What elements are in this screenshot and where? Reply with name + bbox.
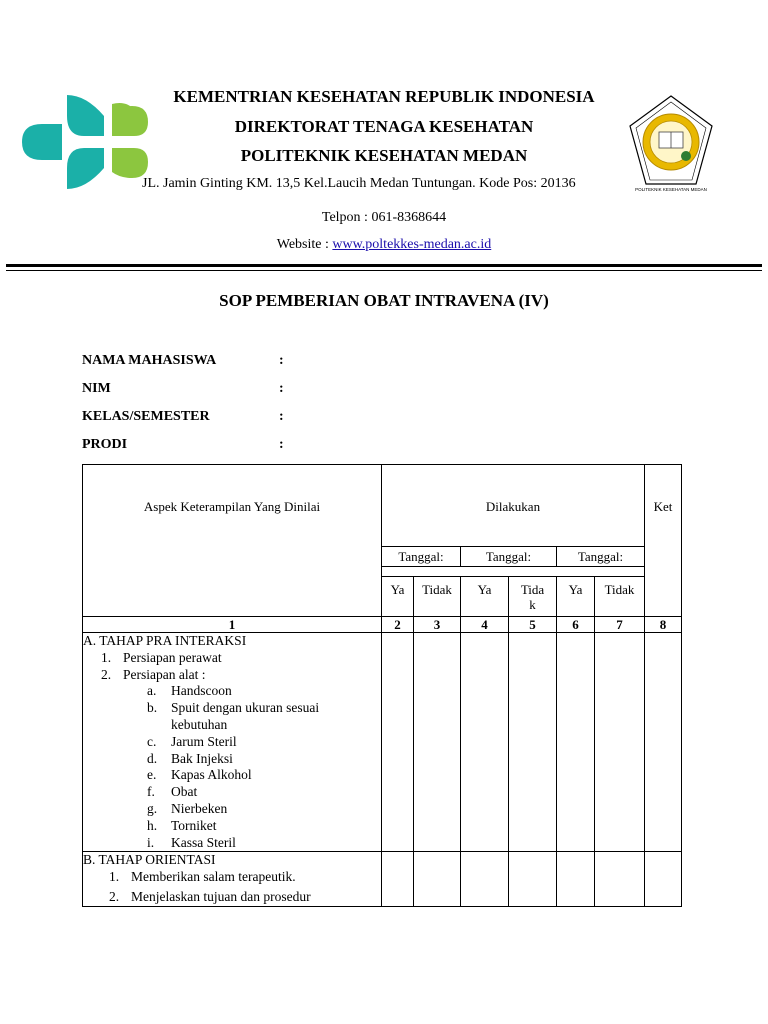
score-cell[interactable] (414, 633, 461, 852)
col-number-5: 5 (509, 617, 557, 633)
score-cell[interactable] (382, 852, 414, 906)
col-number-3: 3 (414, 617, 461, 633)
list-item: Memberikan salam terapeutik. (131, 869, 296, 885)
col-number-2: 2 (382, 617, 414, 633)
field-colon-nama: : (279, 353, 284, 368)
website-label: Website : (276, 237, 333, 252)
list-item: Spuit dengan ukuran sesuai (171, 700, 320, 716)
col-number-1: 1 (83, 617, 382, 633)
date-header-2: Tanggal: (461, 547, 557, 567)
list-item: Jarum Steril (171, 733, 237, 749)
field-colon-nim: : (279, 381, 284, 396)
field-label-kelas: KELAS/SEMESTER (82, 409, 210, 424)
item-number: 1. (101, 649, 112, 665)
list-item: Nierbeken (171, 800, 228, 816)
document-title: SOP PEMBERIAN OBAT INTRAVENA (IV) (219, 291, 549, 310)
score-cell[interactable] (595, 852, 645, 906)
table-row (83, 633, 682, 852)
ket-cell[interactable] (645, 633, 682, 852)
score-cell[interactable] (509, 633, 557, 852)
no-header-3: Tidak (595, 577, 645, 617)
list-item: Bak Injeksi (171, 750, 233, 766)
section-b-cell (83, 852, 382, 906)
header-address: JL. Jamin Ginting KM. 13,5 Kel.Laucih Medan Tuntungan. Kode Pos: 20136 (142, 176, 576, 191)
sub-item-letter: a. (147, 683, 157, 699)
field-colon-prodi: : (279, 437, 284, 452)
yes-header-3: Ya (557, 577, 595, 617)
section-a-title: A. TAHAP PRA INTERAKSI (83, 633, 247, 648)
sub-item-letter: b. (147, 700, 158, 716)
list-item: Persiapan alat : (123, 666, 206, 682)
date-spacer (382, 567, 645, 577)
field-label-prodi: PRODI (82, 437, 128, 452)
sub-item-letter: c. (147, 733, 157, 749)
col-number-4: 4 (461, 617, 509, 633)
section-b-title: B. TAHAP ORIENTASI (83, 852, 216, 868)
score-cell[interactable] (382, 633, 414, 852)
header-ministry: KEMENTRIAN KESEHATAN REPUBLIK INDONESIA (173, 87, 595, 106)
col-number-7: 7 (595, 617, 645, 633)
score-cell[interactable] (509, 852, 557, 906)
list-item: Kassa Steril (171, 834, 236, 850)
header-telephone: Telpon : 061-8368644 (321, 210, 447, 225)
list-item: Persiapan perawat (123, 649, 222, 665)
header-website (0, 237, 768, 253)
list-item: Obat (171, 784, 198, 800)
aspect-header: Aspek Keterampilan Yang Dinilai (83, 465, 382, 617)
no-header-1: Tidak (414, 577, 461, 617)
no-header-2-part1: Tida (520, 582, 545, 597)
item-number: 2. (109, 888, 120, 904)
date-header-1: Tanggal: (382, 547, 461, 567)
header-divider-thick (6, 264, 762, 267)
list-item: Kapas Alkohol (171, 767, 252, 783)
sub-item-letter: d. (147, 750, 158, 766)
header-institution: POLITEKNIK KESEHATAN MEDAN (240, 146, 528, 165)
score-cell[interactable] (595, 633, 645, 852)
field-label-nama: NAMA MAHASISWA (82, 353, 217, 368)
score-cell[interactable] (414, 852, 461, 906)
sub-item-letter: f. (147, 784, 155, 800)
score-cell[interactable] (557, 852, 595, 906)
website-link[interactable]: www.poltekkes-medan.ac.id (332, 237, 492, 252)
assessment-table (82, 464, 682, 907)
no-header-2-part2: k (529, 597, 536, 612)
yes-header-2: Ya (461, 577, 509, 617)
table-row (83, 852, 682, 906)
seal-caption: POLITEKNIK KESEHATAN MEDAN (635, 187, 707, 192)
sub-item-letter: h. (147, 817, 158, 833)
ministry-logo (20, 92, 152, 192)
list-item: Menjelaskan tujuan dan prosedur (131, 888, 311, 904)
no-header-2 (509, 577, 557, 617)
score-cell[interactable] (557, 633, 595, 852)
list-item: Handscoon (171, 683, 232, 699)
yes-header-1: Ya (382, 577, 414, 617)
field-label-nim: NIM (82, 381, 111, 396)
list-item: Torniket (171, 817, 217, 833)
ket-header: Ket (645, 465, 682, 617)
header-divider-thin (6, 270, 762, 271)
poltekkes-seal (628, 94, 714, 194)
col-number-6: 6 (557, 617, 595, 633)
score-cell[interactable] (461, 633, 509, 852)
field-colon-kelas: : (279, 409, 284, 424)
header-directorate: DIREKTORAT TENAGA KESEHATAN (234, 117, 534, 136)
list-item-continued: kebutuhan (171, 716, 228, 732)
sub-item-letter: g. (147, 800, 158, 816)
score-cell[interactable] (461, 852, 509, 906)
done-header: Dilakukan (382, 465, 645, 547)
ket-cell[interactable] (645, 852, 682, 906)
col-number-8: 8 (645, 617, 682, 633)
item-number: 2. (101, 666, 112, 682)
date-header-3: Tanggal: (557, 547, 645, 567)
sub-item-letter: e. (147, 767, 157, 783)
section-a-cell (83, 633, 382, 852)
sub-item-letter: i. (147, 834, 155, 850)
item-number: 1. (109, 869, 120, 885)
